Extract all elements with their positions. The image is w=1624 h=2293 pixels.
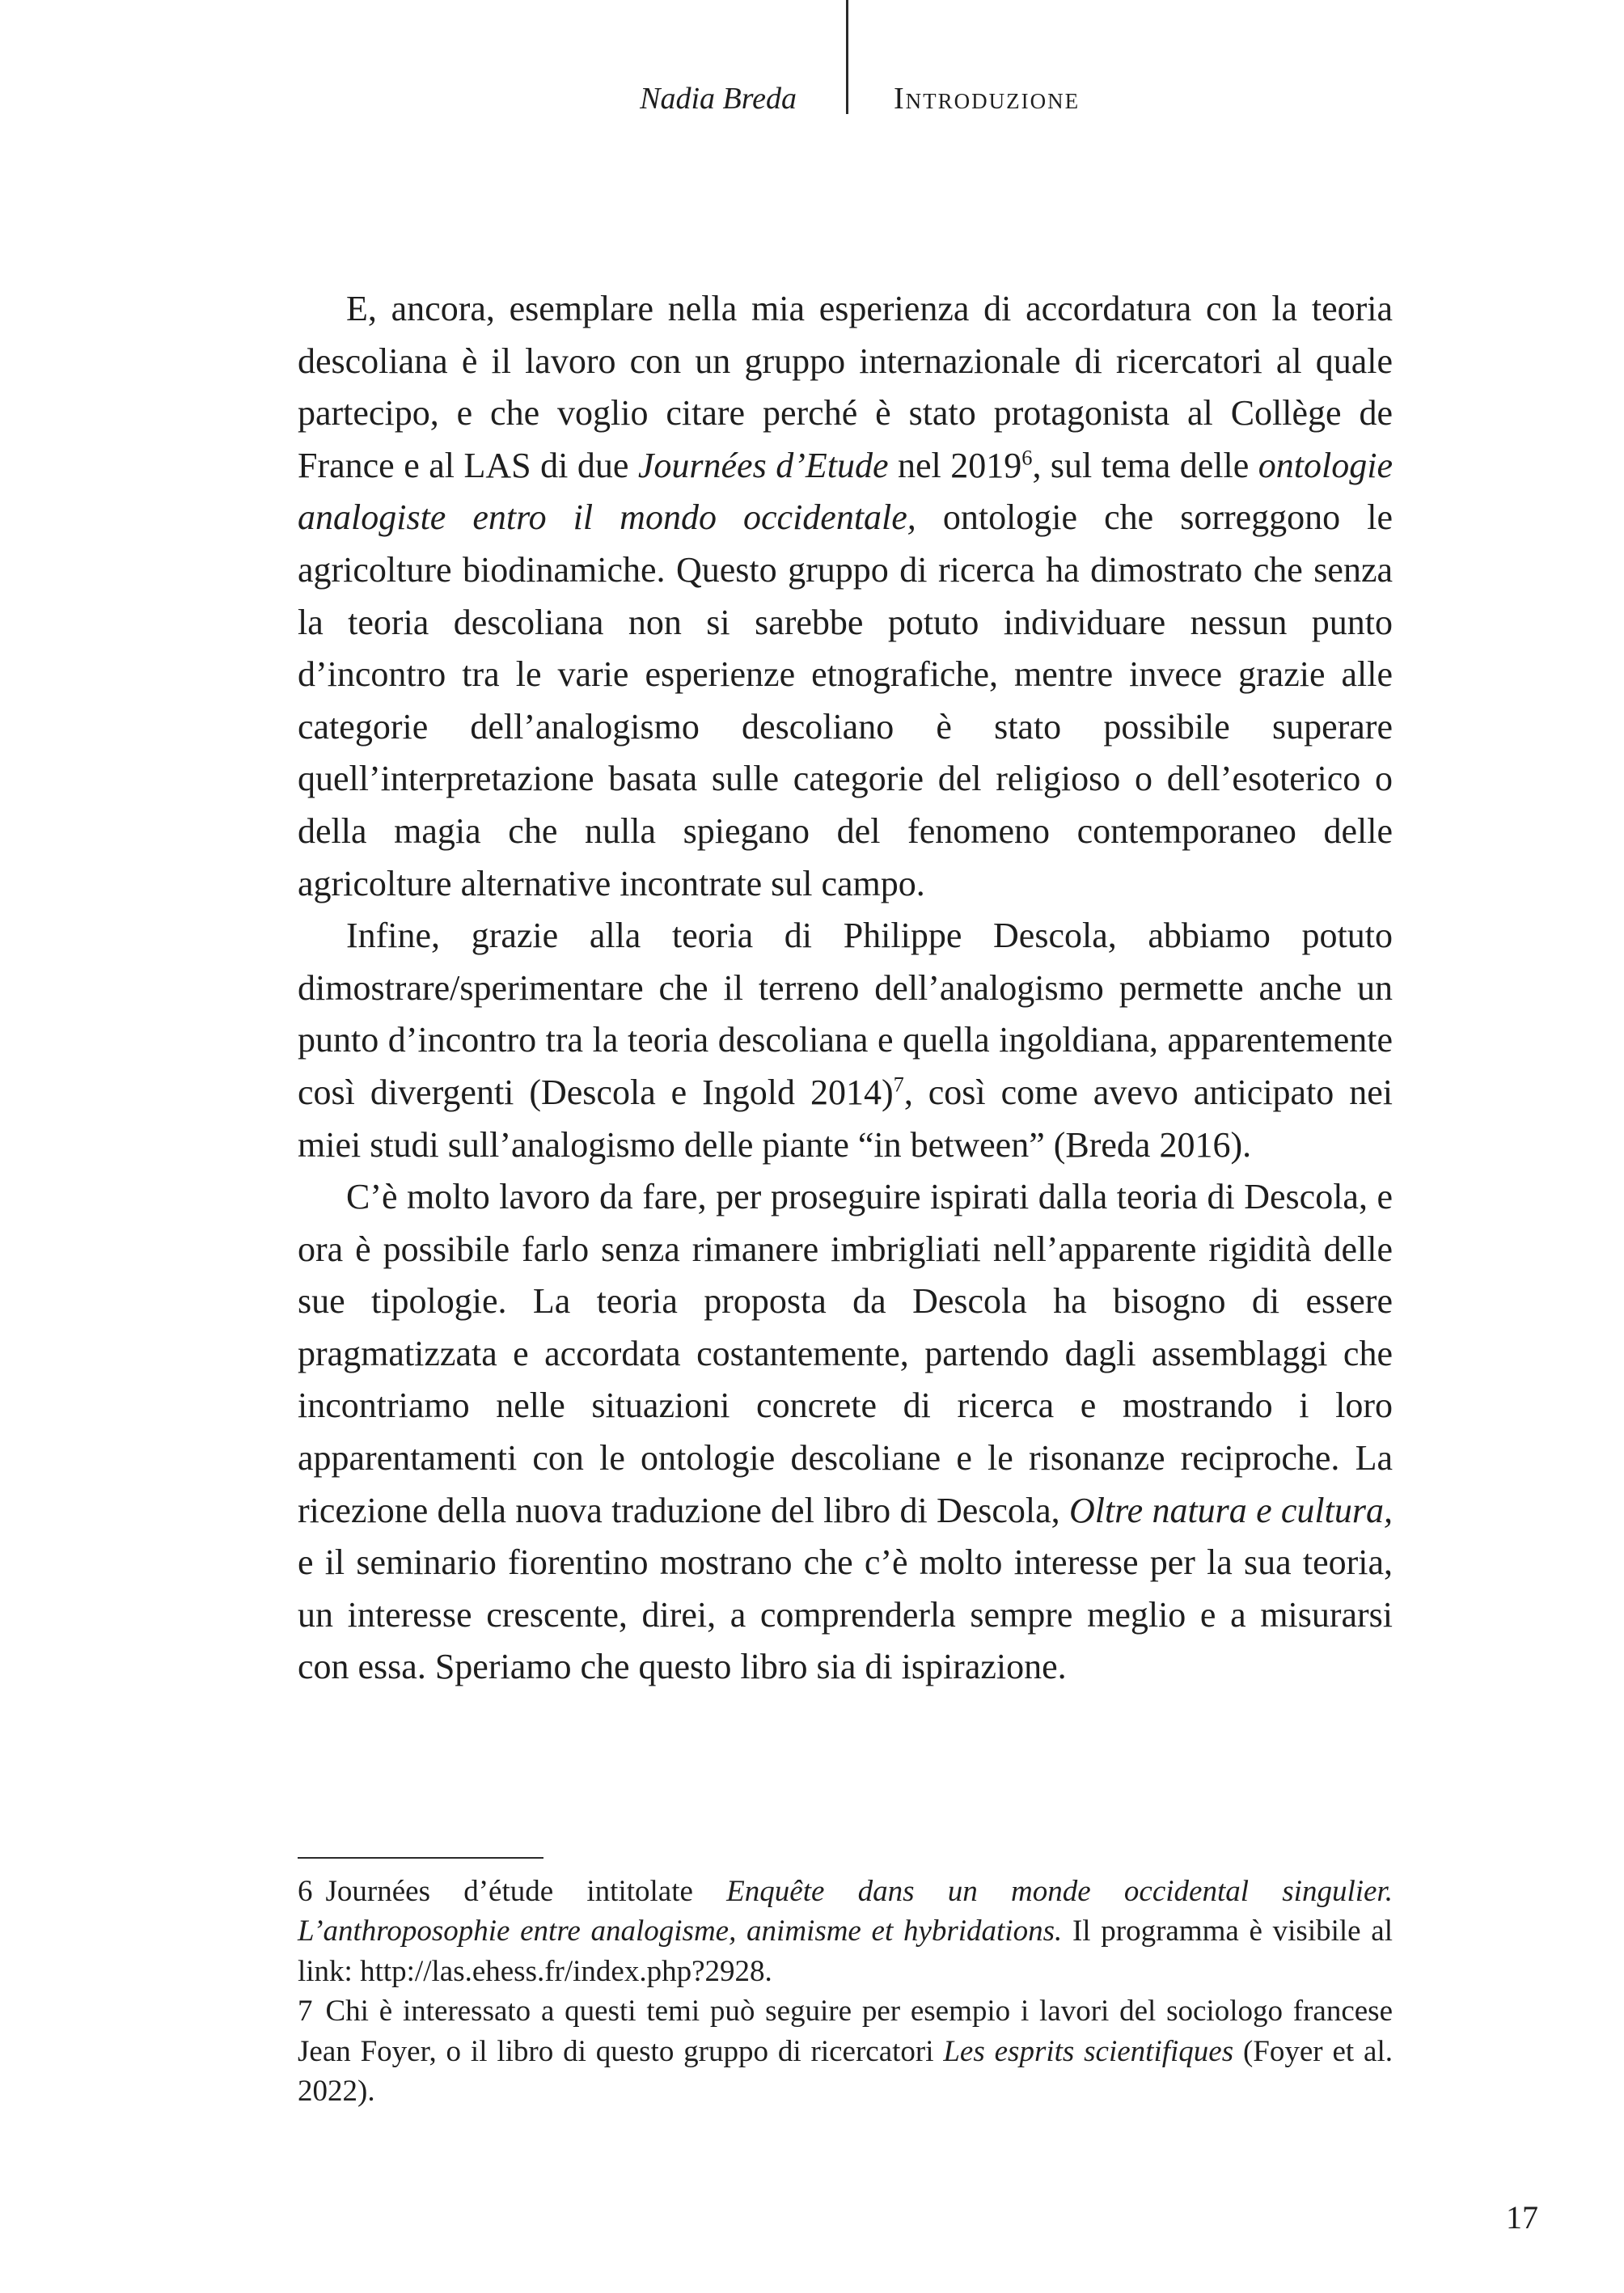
text-run: E, ancora, esemplare nella mia esperienza di accordatura con la teoria descoliana è il lavoro con un gruppo internazionale di ricercatori al quale partecipo, e che voglio citare perché è stato protagonista al Collège de France e al LAS di due bbox=[298, 289, 1393, 485]
body-text bbox=[298, 283, 1393, 1694]
text-run: , sul tema delle bbox=[1032, 445, 1258, 485]
italic-run: ontologie analogiste entro il mondo occidentale, bbox=[298, 445, 1393, 538]
text-run: Il programma è visibile al link: http://las.ehess.fr/index.php?2928. bbox=[298, 1914, 1393, 1988]
text-run: C’è molto lavoro da fare, per proseguire ispirati dalla teoria di Descola, e ora è possibile farlo senza rimanere imbrigliati nell’apparente rigidità delle sue tipologie. La teoria proposta da Descola ha bisogno di essere pragmatizzata e accordata costantemente, partendo dagli assemblaggi che incontriamo nelle situazioni concrete di ricerca e mostrando i loro apparentamenti con le ontologie descoliane e le risonanze reciproche. La ricezione della nuova traduzione del libro di Descola, bbox=[298, 1177, 1393, 1530]
italic-run: Les esprits scientifiques bbox=[943, 2034, 1234, 2068]
header-divider bbox=[846, 0, 848, 114]
text-run: nel 2019 bbox=[888, 445, 1022, 485]
footnote-separator bbox=[298, 1857, 543, 1859]
text-run: (Foyer et al. 2022). bbox=[298, 2034, 1394, 2109]
page-number: 17 bbox=[1506, 2199, 1538, 2236]
paragraph-2 bbox=[298, 910, 1393, 1171]
text-run: Infine, grazie alla teoria di Philippe Descola, abbiamo potuto dimostrare/sperimentare che il terreno dell’analogismo permette anche un punto d’incontro tra la teoria descoliana e quella ingoldiana, apparentemente così divergenti (Descola e Ingold 2014) bbox=[298, 916, 1393, 1112]
footnote-number: 7 bbox=[298, 1995, 313, 2029]
text-run: ontologie che sorreggono le agricolture biodinamiche. Questo gruppo di ricerca ha dimostrato che senza la teoria descoliana non si sarebbe potuto individuare nessun punto d’incontro tra le varie esperienze etnografiche, mentre invece grazie alle categorie dell’analogismo descoliano è stato possibile superare quell’interpretazione basata sulle categorie del religioso o dell’esoterico o della magia che nulla spiegano del fenomeno contemporaneo delle agricolture alternative incontrate sul campo. bbox=[298, 497, 1393, 903]
footnotes bbox=[298, 1872, 1393, 2111]
footnote-7 bbox=[298, 1991, 1393, 2111]
text-run: Journées d’étude intitolate bbox=[325, 1875, 727, 1908]
italic-run: Oltre natura e cultura, bbox=[1068, 1490, 1393, 1530]
paragraph-1 bbox=[298, 283, 1393, 910]
paragraph-3 bbox=[298, 1171, 1393, 1694]
italic-run: Journées d’Etude bbox=[637, 445, 889, 485]
footnote-ref-7: 7 bbox=[893, 1072, 904, 1097]
footnote-ref-6: 6 bbox=[1021, 445, 1033, 470]
running-head-author: Nadia Breda bbox=[640, 82, 797, 116]
footnote-number: 6 bbox=[298, 1875, 313, 1908]
footnote-6 bbox=[298, 1872, 1393, 1991]
text-run: Chi è interessato a questi temi può seguire per esempio i lavori del sociologo francese Jean Foyer, o il libro di questo gruppo di ricercatori bbox=[298, 1995, 1393, 2068]
italic-run: Enquête dans un monde occidental singulier. L’anthroposophie entre analogisme, animisme et hybridations. bbox=[298, 1875, 1393, 1948]
text-run: e il seminario fiorentino mostrano che c’è molto interesse per la sua teoria, un interesse crescente, direi, a comprenderla sempre meglio e a misurarsi con essa. Speriamo che questo libro sia di ispirazione. bbox=[298, 1542, 1393, 1687]
running-head-section: Introduzione bbox=[894, 82, 1081, 116]
text-run: , così come avevo anticipato nei miei studi sull’analogismo delle piante “in between” (Breda 2016). bbox=[298, 1072, 1393, 1165]
